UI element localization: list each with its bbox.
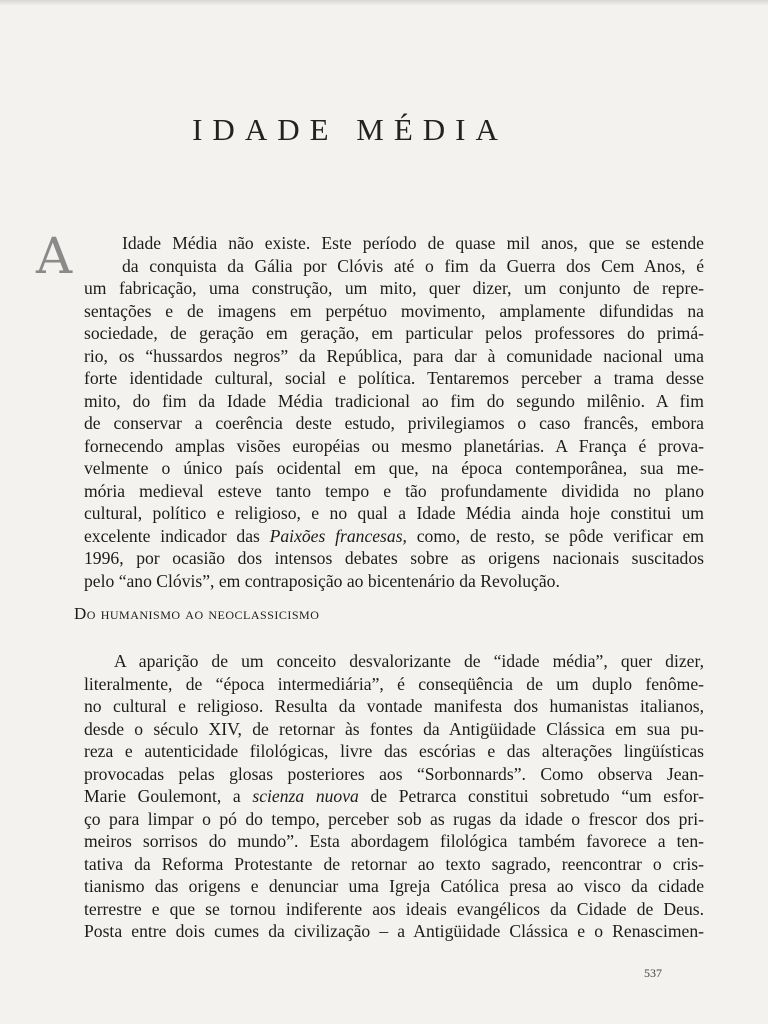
text-line: cultural, político e religioso, e no qual a Idade Média ainda hoje constitui um xyxy=(84,503,704,523)
section-heading: Do humanismo ao neoclassicismo xyxy=(74,604,320,623)
text-line: provocadas pelas glosas posteriores aos “Sorbonnards”. Como observa Jean- xyxy=(84,763,704,784)
text-line: ço para limpar o pó do tempo, perceber sob as rugas da idade o frescor dos pri- xyxy=(84,808,704,829)
intro-paragraph xyxy=(36,227,704,592)
text-line: literalmente, de “época intermediária”, é conseqüência de um duplo fenôme- xyxy=(84,673,704,694)
text-run: Marie Goulemont, a xyxy=(84,786,253,806)
work-title-italic: scienza nuova xyxy=(252,786,359,806)
text-line: terrestre e que se tornou indiferente aos ideais evangélicos da Cidade de Deus. xyxy=(84,898,704,919)
text-line: de conservar a coerência deste estudo, privilegiamos o caso francês, embora xyxy=(84,413,704,433)
text-line: A aparição de um conceito desvalorizante de “idade média”, quer dizer, xyxy=(114,651,704,671)
text-line: forte identidade cultural, social e política. Tentaremos perceber a trama desse xyxy=(84,368,704,388)
text-line: sentações e de imagens em perpétuo movimento, amplamente difundidas na xyxy=(84,300,704,321)
text-run: excelente indicador das xyxy=(84,525,270,546)
text-line: fornecendo amplas visões européias ou mesmo planetárias. A França é prova- xyxy=(84,435,704,456)
text-line: mito, do fim da Idade Média tradicional ao fim do segundo milênio. A fim xyxy=(84,390,704,411)
page-top-edge xyxy=(0,0,768,6)
text-line: sociedade, de geração em geração, em particular pelos professores do primá- xyxy=(84,323,704,343)
text-line: um fabricação, uma construção, um mito, quer dizer, um conjunto de repre- xyxy=(84,278,704,298)
text-line xyxy=(84,785,704,808)
book-title-italic: Paixões francesas xyxy=(269,525,403,546)
text-line: mória medieval esteve tanto tempo e tão profundamente dividida no plano xyxy=(84,480,704,501)
drop-cap: A xyxy=(36,227,73,285)
text-run: , como, de resto, se pôde verificar em xyxy=(402,525,704,546)
page-number: 537 xyxy=(644,966,662,980)
text-line: 1996, por ocasião dos intensos debates sobre as origens nacionais suscitados xyxy=(84,548,704,568)
text-run: de Petrarca constitui sobretudo “um esfor- xyxy=(358,786,704,806)
text-line: meiros sorrisos do mundo”. Esta abordagem filológica também favorece a ten- xyxy=(84,831,704,851)
chapter-title: IDADE MÉDIA xyxy=(192,112,508,147)
text-line: Posta entre dois cumes da civilização – a Antigüidade Clássica e o Renascimen- xyxy=(84,921,704,941)
body-paragraph xyxy=(84,650,704,943)
text-line: desde o século XIV, de retornar às fontes da Antigüidade Clássica em sua pu- xyxy=(84,718,704,739)
text-line: velmente o único país ocidental em que, na época contemporânea, sua me- xyxy=(84,458,704,478)
text-line: reza e autenticidade filológicas, livre das escórias e das alterações lingüísticas xyxy=(84,741,704,761)
text-line: tativa da Reforma Protestante de retornar ao texto sagrado, reencontrar o cris- xyxy=(84,853,704,874)
text-line: da conquista da Gália por Clóvis até o fim da Guerra dos Cem Anos, é xyxy=(122,255,704,276)
text-line: no cultural e religioso. Resulta da vontade manifesta dos humanistas italianos, xyxy=(84,696,704,716)
text-line: tianismo das origens e denunciar uma Igreja Católica presa ao visco da cidade xyxy=(84,876,704,896)
text-line xyxy=(84,525,704,548)
text-line: Idade Média não existe. Este período de quase mil anos, que se estende xyxy=(122,233,704,253)
text-line: pelo “ano Clóvis”, em contraposição ao bicentenário da Revolução. xyxy=(84,570,560,591)
text-line: rio, os “hussardos negros” da República, para dar à comunidade nacional uma xyxy=(84,345,704,366)
